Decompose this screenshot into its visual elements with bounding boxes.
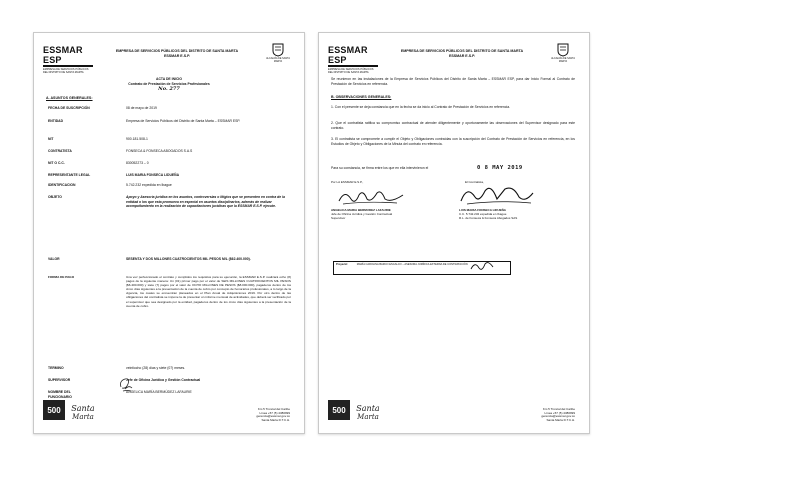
stamp-text: MARÍA CAROLINA BARCO ESCALCO – ASESORA JURÍDICA EXTERNA DE CONTRATACIÓN [356, 263, 468, 266]
sig-left-block [331, 209, 392, 220]
address-line: Línea +57 (5) 4380999 [259, 410, 290, 415]
field-value: SESENTA Y DOS MILLONES CUATROCIENTOS MIL PESOS M/L ($62.400.000). [126, 257, 251, 261]
footer-address [230, 408, 290, 423]
supervisor-signature-icon [337, 187, 407, 207]
field-label: FECHA DE SUSCRIPCIÓN [48, 106, 90, 110]
handwritten-date: 0 8 MAY 2019 [477, 165, 523, 171]
svg-text:Marta: Marta [72, 413, 94, 421]
seal-caption: ALCALDÍA DE SANTA MARTA [266, 57, 290, 63]
contractor-id: C.C. 5.742.232 expedida en Ibague [459, 211, 507, 216]
essmar-logo [328, 45, 378, 74]
brand-name: ESSMAR ESP [43, 45, 93, 67]
observation-item: 1. Con el presente se deja constancia que en la fecha se da inicio al Contrato de Prestación de Servicios en referencia. [331, 105, 511, 109]
field-label: NIT O C.C. [48, 161, 65, 165]
field-value: FONSECA & FONSECA ABOGADOS S.A.S [126, 149, 193, 153]
acta-subtitle: Contrato de Prestación de Servicios Profesionales [128, 82, 210, 86]
field-label: VALOR [48, 257, 60, 261]
field-value: 08 de mayo de 2019 [126, 106, 157, 110]
sig-left-header: Por LA ESSMAR E.S.P., [331, 180, 364, 184]
essmar-logo [43, 45, 93, 74]
header-line-1: EMPRESA DE SERVICIOS PÚBLICOS DEL DISTRITO DE SANTA MARTA [115, 49, 239, 53]
sig-right-header: El Contratista, [465, 180, 484, 184]
field-label: SUPERVISOR [48, 378, 71, 382]
observation-item: 2. Que el contratista ratifica su compromiso contractual de atender diligentemente y oportunamente las observaciones del Supervisor designado para este contrato. [331, 121, 575, 130]
seal-caption: ALCALDÍA DE SANTA MARTA [551, 57, 575, 63]
sig-right-block [459, 209, 517, 220]
brand-tagline: EMPRESA DE SERVICIOS PÚBLICOS DEL DISTRITO DE SANTA MARTA [328, 68, 374, 74]
field-label: FORMA DE PAGO [48, 275, 75, 279]
field-label: OBJETO [48, 195, 62, 199]
observation-item: 3. El contratista se compromete a cumplir el Objeto y Obligaciones contraídas con la suscripción del Contrato de Prestación de Servicios en referencia, en los Estudios de Objeto y Obligaciones de la Minuta del contrato en referencia. [331, 137, 575, 146]
supervisor-role: Jefe de Oficina Jurídica y Gestión Contractual [331, 211, 393, 216]
initials-signature-icon [117, 375, 135, 393]
field-label: CONTRATISTA [48, 149, 72, 153]
seal-icon [271, 43, 285, 57]
city-seal [549, 43, 577, 64]
footer-address [515, 408, 575, 423]
field-value: 900.181.508-1 [126, 137, 148, 141]
svg-text:Santa: Santa [71, 404, 95, 413]
field-value: Jefe de Oficina Jurídica y Gestión Contractual [126, 378, 201, 382]
address-line: Km 5 Troncal del Caribe [257, 406, 290, 411]
header-line-2: ESSMAR E.S.P. [163, 53, 191, 58]
header-line-1: EMPRESA DE SERVICIOS PÚBLICOS DEL DISTRITO DE SANTA MARTA [400, 49, 524, 53]
field-label: NOMBRE DEL FUNCIONARIO [48, 390, 72, 399]
supervisor-title: Supervisor [331, 215, 346, 220]
field-label: IDENTIFICACION [48, 183, 76, 187]
field-value: ANGELICA MARÍA BERMÚDEZ LAFAURIE [126, 390, 192, 394]
section-b-heading: B. OBSERVACIONES GENERALES: [331, 95, 392, 99]
svg-text:500: 500 [332, 406, 346, 415]
acta-title: ACTA DE INICIO [156, 77, 182, 81]
field-value: 830052273 – 0 [126, 161, 149, 165]
address-line: gerencia@essmar.gov.co [256, 414, 290, 419]
field-value: Una vez perfeccionado el contrato y cumplidos los requisitos para su ejecución, la ESSMAR E.S.P. realizará ocho (8) pagos de la siguiente manera: Un (01) primer pago por el valor de SEIS MILLONES CUATROCIENTOS MIL PESOS ($6.400.000) y siete (7) pagos por el valor de OCHO MILLONES DE PESOS ($8.000.000), pagaderos dentro de los cinco días siguientes a la presentación de la cuenta de cobro por concepto de honorarios profesionales, a lo largo de la vigencia, los cuales se encuentran planeados en el Plan Anual de Adquisiciones 2019. Por otro dentro de las obligaciones del contratista se impone la de presentar un informe mensual de actividades, que deberá ser verificado por el supervisor que sea designado por la entidad, pagaderos dentro de los cinco días siguientes a la presentación de la cuenta de cobro. [126, 275, 291, 308]
svg-text:500: 500 [47, 406, 61, 415]
svg-text:Santa: Santa [356, 404, 380, 413]
santa-marta-500-logo [43, 398, 101, 424]
field-label: REPRESENTANTE LEGAL [48, 173, 91, 177]
header-line-2: ESSMAR E.S.P. [448, 53, 476, 58]
intro-paragraph: Se reunieron en las instalaciones de la Empresa de Servicios Públicos del Distrito de Santa Marta – ESSMAR ESP, para dar Inicio Formal al Contrato de Prestación de Servicios en referencia. [331, 77, 575, 86]
contractor-name: LUIS MARIA FONSECA LIDUEÑA [459, 208, 506, 212]
field-value: Apoyo y Asesoría jurídica en los asuntos, controversias o litigios que se presenten en contra de la entidad o los que esta promueva en especial en asuntos disciplinarios, además de realizar acompañamiento en la realización de capacitaciones jurídicas que la ESSMAR E.S.P. ejecute. [126, 195, 285, 209]
field-label: TERMINO [48, 366, 64, 370]
seal-icon [556, 43, 570, 57]
document-page-2 [318, 32, 590, 434]
page-header [387, 49, 537, 58]
closing-statement: Para su constancia, se firma entre los que en ella intervinieron el [331, 166, 429, 170]
field-value: LUIS MARIA FONSECA LIDUEÑA [126, 173, 180, 177]
brand-tagline: EMPRESA DE SERVICIOS PÚBLICOS DEL DISTRITO DE SANTA MARTA [43, 68, 89, 74]
field-value: Empresa de Servicios Públicos del Distrito de Santa Marta – ESSMAR ESP. [126, 119, 241, 123]
svg-text:Marta: Marta [357, 413, 379, 421]
field-value: 5.742.232 expedida en Ibague [126, 183, 172, 187]
acta-number: No. 277 [158, 86, 180, 92]
santa-marta-500-logo [328, 398, 386, 424]
address-line: Santa Marta D.T.C.H. [546, 418, 575, 423]
brand-name: ESSMAR ESP [328, 45, 378, 67]
field-label: NIT [48, 137, 54, 141]
initials-signature-icon [469, 259, 495, 273]
supervisor-name: ANGELICA MARIA BERMUDEZ LAFAURIE [331, 208, 391, 212]
field-value: veintiocho (28) días y siete (07) meses. [126, 366, 186, 370]
address-line: gerencia@essmar.gov.co [541, 414, 575, 419]
document-page-1 [33, 32, 305, 434]
address-line: Santa Marta D.T.C.H. [261, 418, 290, 423]
section-a-heading: A. ASUNTOS GENERALES: [46, 96, 93, 100]
contractor-company: R.L. de Fonseca & Fonseca Abogados SAS [459, 215, 518, 220]
field-label: ENTIDAD [48, 119, 64, 123]
address-line: Línea +57 (5) 4380999 [544, 410, 575, 415]
stamp-label: Proyectó: [336, 263, 348, 266]
address-line: Km 5 Troncal del Caribe [542, 406, 575, 411]
page-header [102, 49, 252, 58]
city-seal [264, 43, 292, 64]
